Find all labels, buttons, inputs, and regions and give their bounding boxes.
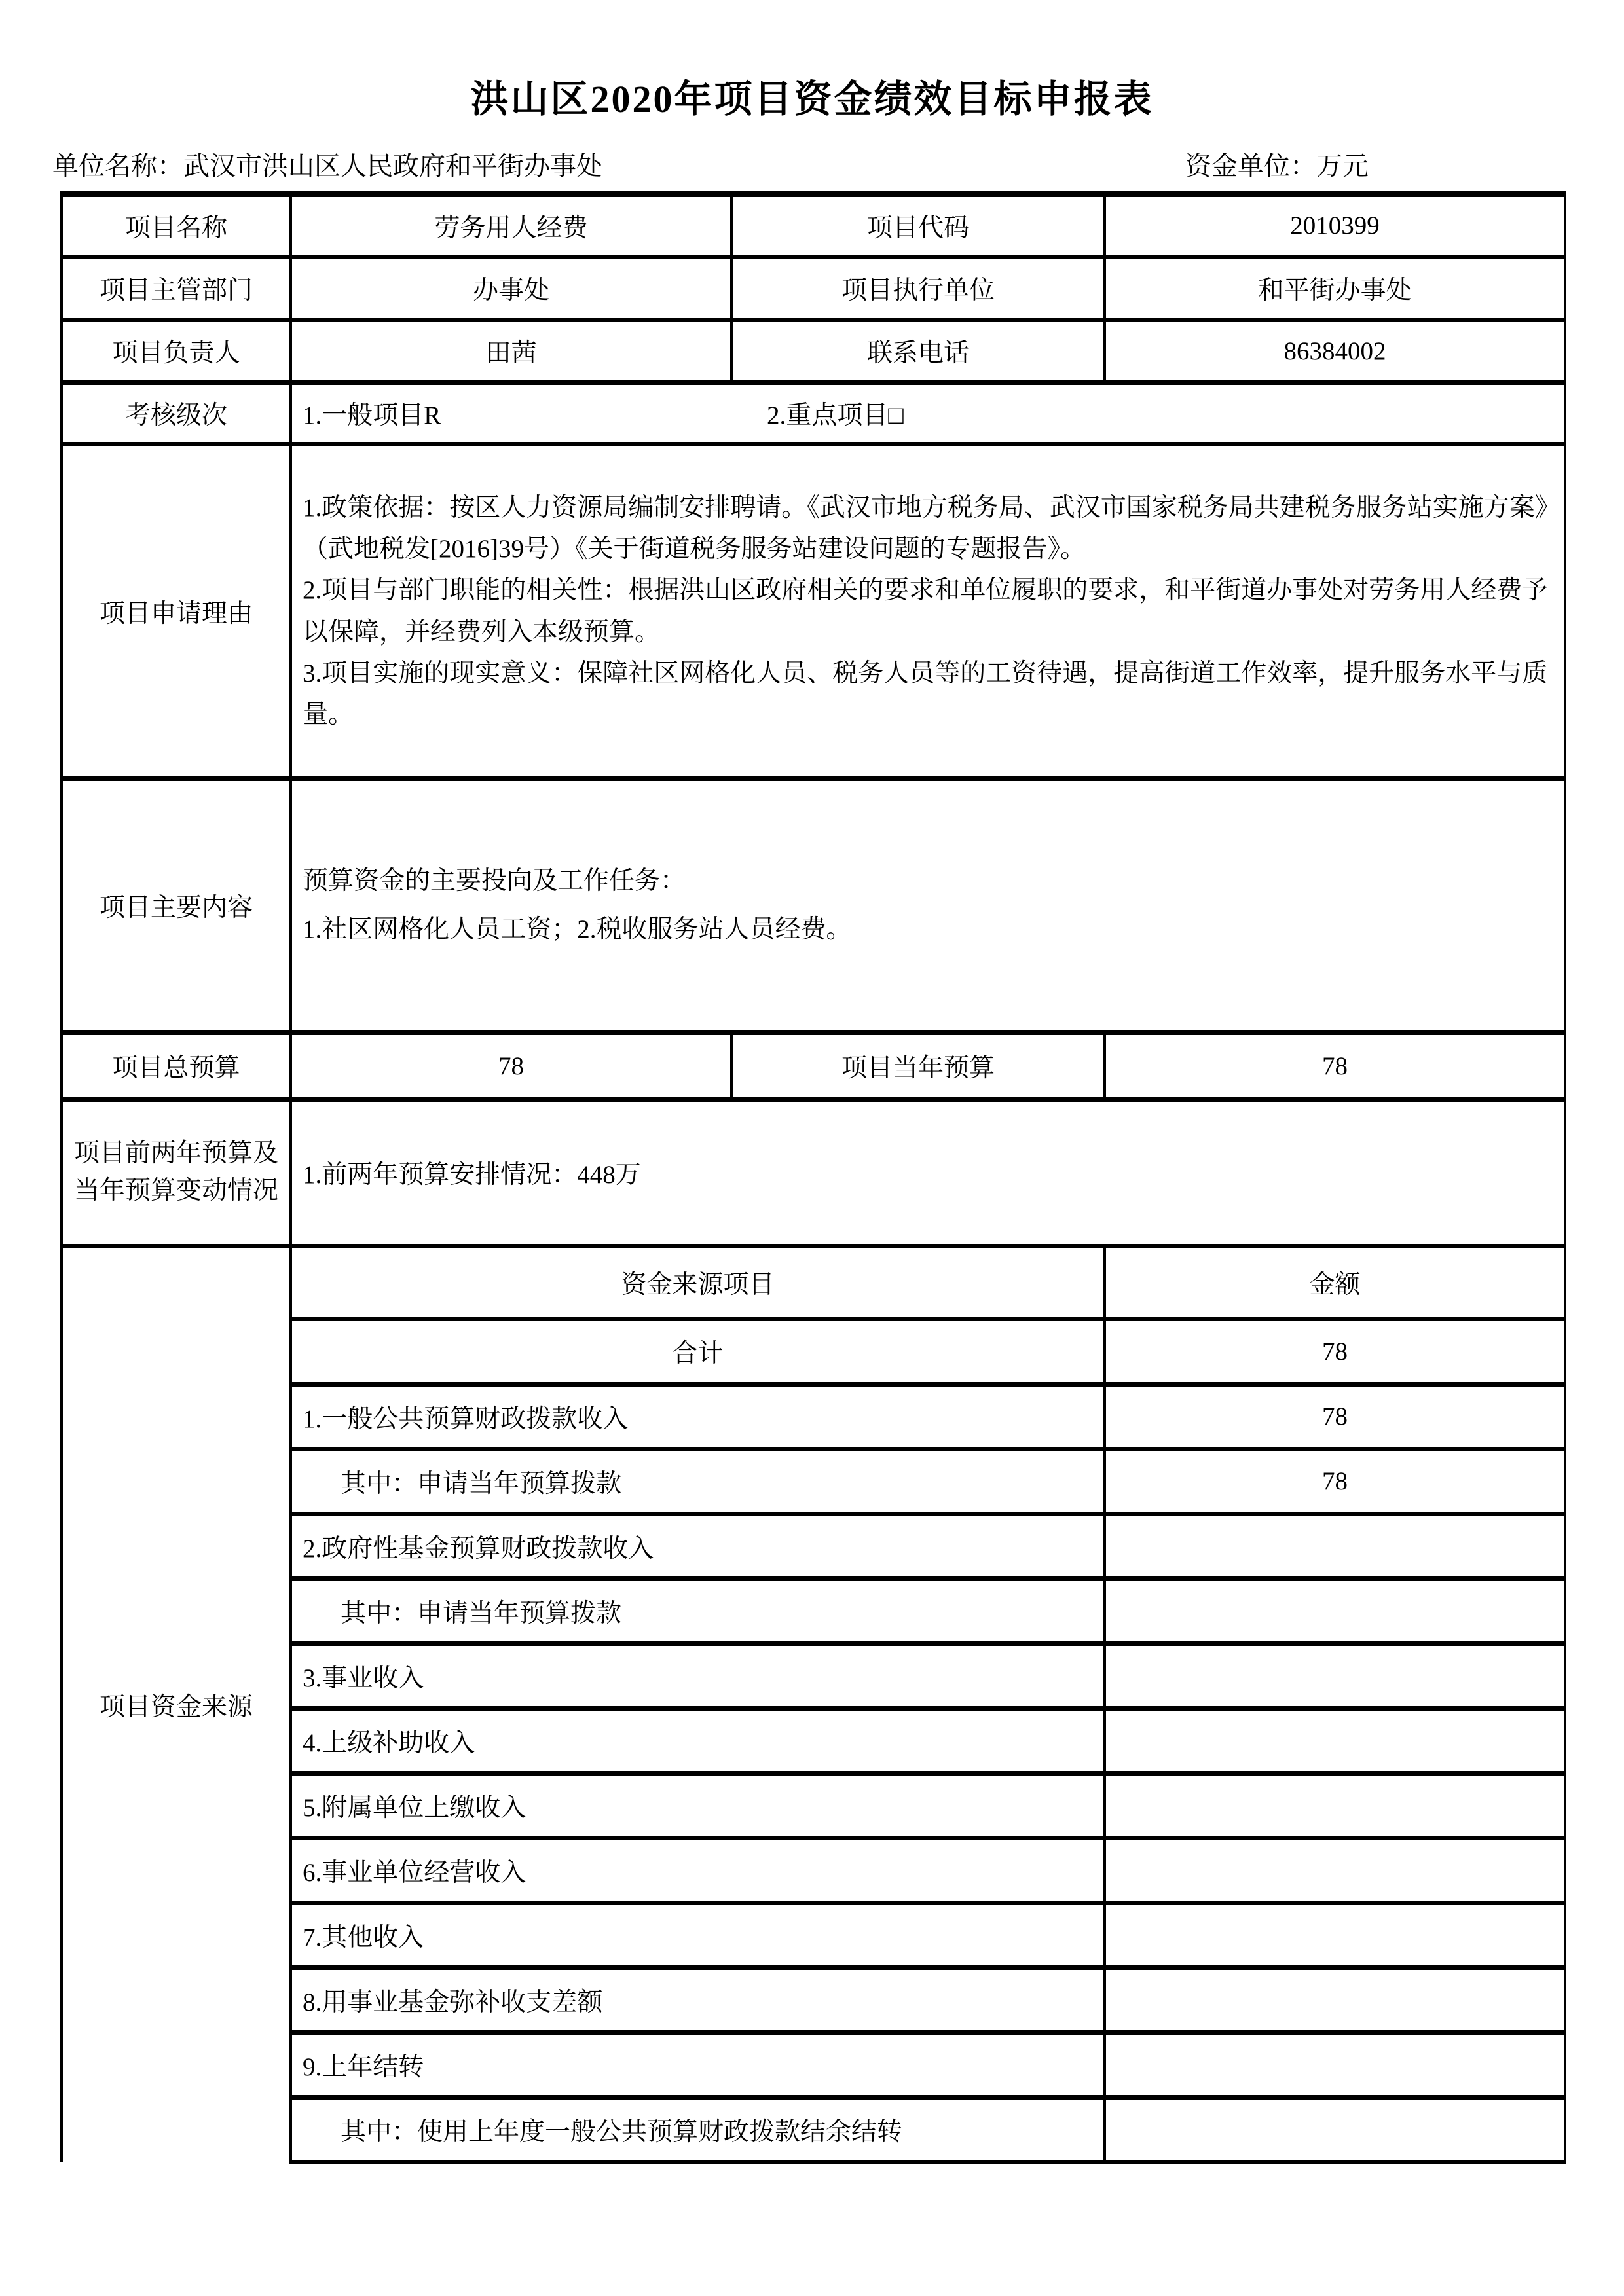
cell-apply-reason-label: 项目申请理由 — [62, 444, 291, 778]
fund-source-name: 5.附属单位上缴收入 — [291, 1773, 1105, 1838]
cell-leader-value: 田茜 — [291, 319, 731, 382]
table-row — [62, 257, 1565, 319]
cell-total-budget-value: 78 — [291, 1032, 731, 1099]
fund-source-amount — [1105, 2097, 1565, 2162]
fund-unit-text: 资金单位：万元 — [1185, 151, 1369, 181]
cell-year-budget-label: 项目当年预算 — [731, 1032, 1105, 1099]
cell-project-code-label: 项目代码 — [731, 194, 1105, 257]
fund-source-name: 8.用事业基金弥补收支差额 — [291, 1967, 1105, 2032]
fund-source-header-amount: 金额 — [1105, 1246, 1565, 1319]
reason-line: 1.政策依据：按区人力资源局编制安排聘请。《武汉市地方税务局、武汉市国家税务局共建税务服务站实施方案》（武地税发[2016]39号）《关于街道税务服务站建设问题的专题报告》。 — [303, 493, 1548, 564]
cell-assessment-level-label: 考核级次 — [62, 382, 291, 444]
fund-source-amount — [1105, 1643, 1565, 1708]
cell-apply-reason-content — [291, 444, 1565, 778]
table-row — [62, 319, 1565, 382]
fund-source-amount — [1105, 1514, 1565, 1578]
table-row — [62, 444, 1565, 778]
table-row — [62, 194, 1565, 257]
fund-source-amount: 78 — [1105, 1384, 1565, 1449]
cell-prev-budget-label: 项目前两年预算及当年预算变动情况 — [62, 1099, 291, 1246]
fund-source-header-name: 资金来源项目 — [291, 1246, 1105, 1319]
reason-line: 3.项目实施的现实意义：保障社区网格化人员、税务人员等的工资待遇，提高街道工作效率，提升服务水平与质量。 — [303, 659, 1548, 729]
fund-source-name: 3.事业收入 — [291, 1643, 1105, 1708]
cell-prev-budget-content: 1.前两年预算安排情况：448万 — [291, 1099, 1565, 1246]
fund-source-name: 2.政府性基金预算财政拨款收入 — [291, 1514, 1105, 1578]
fund-source-amount: 78 — [1105, 1319, 1565, 1384]
table-row — [62, 1099, 1565, 1246]
cell-assessment-level-value — [291, 382, 1565, 444]
fund-source-amount — [1105, 1967, 1565, 2032]
fund-source-amount — [1105, 2032, 1565, 2097]
cell-main-content-label: 项目主要内容 — [62, 778, 291, 1032]
cell-leader-label: 项目负责人 — [62, 319, 291, 382]
cell-dept-value: 办事处 — [291, 257, 731, 319]
fund-source-name: 4.上级补助收入 — [291, 1708, 1105, 1773]
main-table — [60, 191, 1566, 2164]
fund-source-name: 合计 — [291, 1319, 1105, 1384]
fund-source-name: 1.一般公共预算财政拨款收入 — [291, 1384, 1105, 1449]
meta-row — [52, 145, 1564, 183]
fund-source-amount — [1105, 1578, 1565, 1643]
cell-fund-source-label: 项目资金来源 — [62, 1246, 291, 2162]
cell-phone-label: 联系电话 — [731, 319, 1105, 382]
cell-project-name-value: 劳务用人经费 — [291, 194, 731, 257]
cell-dept-label: 项目主管部门 — [62, 257, 291, 319]
table-row — [62, 382, 1565, 444]
fund-source-name: 6.事业单位经营收入 — [291, 1838, 1105, 1903]
fund-source-amount — [1105, 1773, 1565, 1838]
fund-source-amount — [1105, 1903, 1565, 1967]
content-line: 1.社区网格化人员工资；2.税收服务站人员经费。 — [303, 915, 852, 943]
cell-main-content-content — [291, 778, 1565, 1032]
fund-source-name: 其中：申请当年预算拨款 — [291, 1449, 1105, 1514]
fund-source-amount: 78 — [1105, 1449, 1565, 1514]
cell-project-name-label: 项目名称 — [62, 194, 291, 257]
cell-project-code-value: 2010399 — [1105, 194, 1565, 257]
cell-phone-value: 86384002 — [1105, 319, 1565, 382]
level-option-general: 1.一般项目R — [303, 401, 441, 429]
cell-total-budget-label: 项目总预算 — [62, 1032, 291, 1099]
level-option-key: 2.重点项目□ — [767, 401, 904, 429]
cell-year-budget-value: 78 — [1105, 1032, 1565, 1099]
fund-source-name: 其中：申请当年预算拨款 — [291, 1578, 1105, 1643]
fund-source-amount — [1105, 1708, 1565, 1773]
unit-name-text: 单位名称：武汉市洪山区人民政府和平街办事处 — [52, 151, 602, 181]
content-line: 预算资金的主要投向及工作任务： — [303, 866, 686, 895]
form-title: 洪山区2020年项目资金绩效目标申报表 — [470, 78, 1154, 120]
fund-source-amount — [1105, 1838, 1565, 1903]
cell-exec-unit-label: 项目执行单位 — [731, 257, 1105, 319]
table-row — [62, 1246, 1565, 1319]
cell-exec-unit-value: 和平街办事处 — [1105, 257, 1565, 319]
reason-line: 2.项目与部门职能的相关性：根据洪山区政府相关的要求和单位履职的要求，和平街道办事处对劳务用人经费予以保障，并经费列入本级预算。 — [303, 576, 1548, 646]
table-row — [62, 778, 1565, 1032]
fund-source-name: 其中：使用上年度一般公共预算财政拨款结余结转 — [291, 2097, 1105, 2162]
fund-source-name: 9.上年结转 — [291, 2032, 1105, 2097]
fund-source-name: 7.其他收入 — [291, 1903, 1105, 1967]
table-row — [62, 1032, 1565, 1099]
